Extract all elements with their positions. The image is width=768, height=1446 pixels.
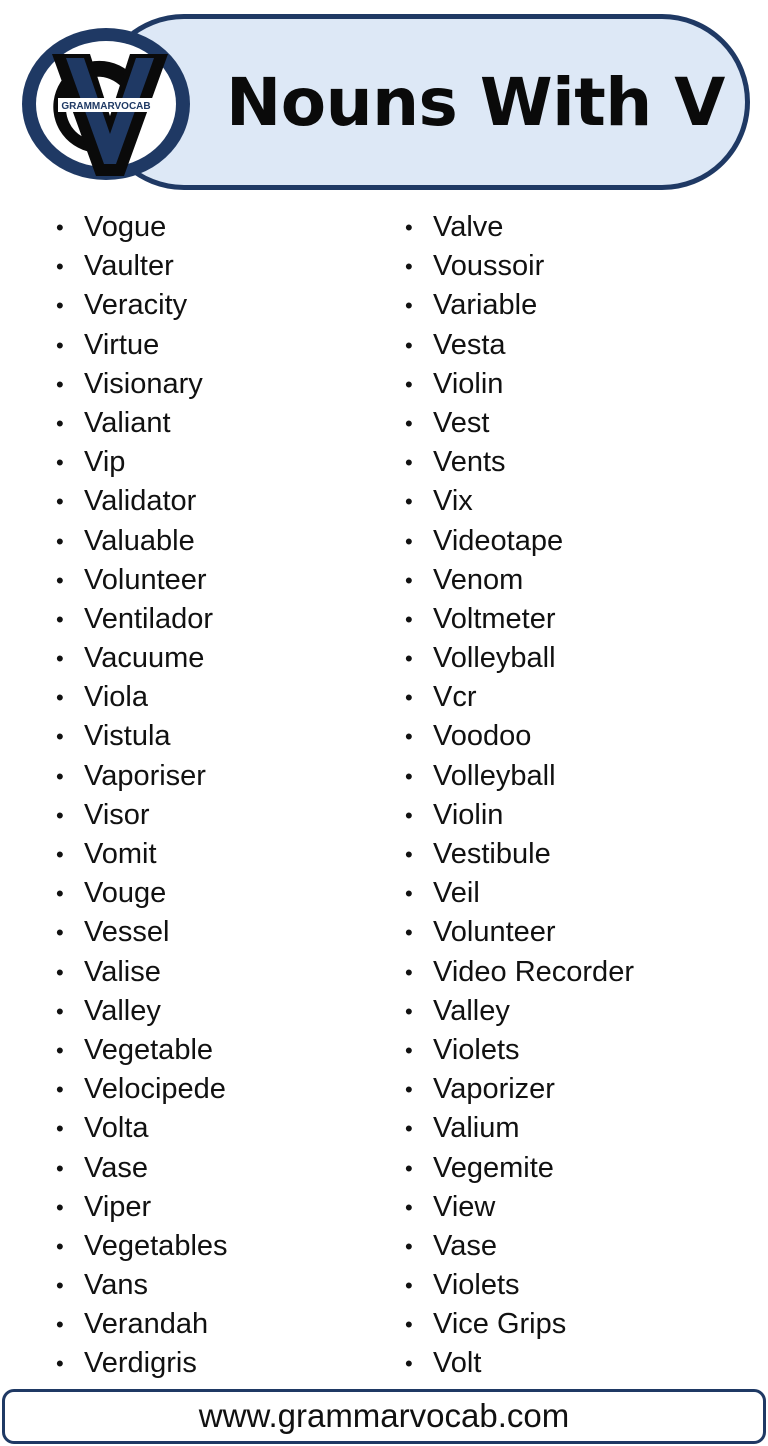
word: Verandah (84, 1308, 209, 1341)
list-item (56, 1266, 228, 1305)
word: Vans (84, 1269, 148, 1302)
list-item (56, 286, 228, 325)
bullet-icon: • (405, 371, 413, 397)
list-item (56, 247, 228, 286)
word: Valley (84, 994, 161, 1027)
bullet-icon: • (405, 685, 413, 711)
list-item (405, 1305, 634, 1344)
list-item (56, 208, 228, 247)
page-title: Nouns With V (226, 64, 725, 141)
bullet-icon: • (56, 528, 64, 554)
bullet-icon: • (56, 685, 64, 711)
bullet-icon: • (405, 528, 413, 554)
list-item (405, 1031, 634, 1070)
list-item (56, 678, 228, 717)
word: Vegetables (84, 1229, 228, 1262)
list-item (405, 365, 634, 404)
left-column (56, 208, 228, 1384)
word: View (433, 1190, 496, 1223)
word: Vaulter (84, 250, 174, 283)
bullet-icon: • (56, 567, 64, 593)
list-item (56, 835, 228, 874)
bullet-icon: • (56, 881, 64, 907)
word: Velocipede (84, 1073, 226, 1106)
bullet-icon: • (405, 293, 413, 319)
word: Vase (433, 1229, 497, 1262)
list-item (405, 796, 634, 835)
list-item (56, 1227, 228, 1266)
bullet-icon: • (405, 567, 413, 593)
word: Valley (433, 994, 510, 1027)
list-item (56, 1149, 228, 1188)
list-item (405, 404, 634, 443)
word: Valiant (84, 406, 171, 439)
word: Vomit (84, 838, 157, 870)
bullet-icon: • (405, 1273, 413, 1299)
bullet-icon: • (56, 998, 64, 1024)
word: Valium (433, 1112, 520, 1145)
list-item (405, 286, 634, 325)
list-item (405, 678, 634, 717)
list-item (56, 1070, 228, 1109)
bullet-icon: • (405, 998, 413, 1024)
word: Vogue (84, 211, 167, 243)
word: Valise (84, 955, 161, 988)
word: Vaporiser (84, 759, 206, 792)
word: Violets (433, 1033, 520, 1066)
list-item (405, 1344, 634, 1383)
bullet-icon: • (56, 1077, 64, 1103)
list-item (56, 1344, 228, 1383)
bullet-icon: • (405, 606, 413, 632)
bullet-icon: • (405, 646, 413, 672)
word-list (0, 208, 768, 1384)
list-item (405, 1149, 634, 1188)
list-item (56, 326, 228, 365)
list-item (405, 992, 634, 1031)
list-item (405, 757, 634, 796)
word: Violin (433, 798, 504, 831)
bullet-icon: • (405, 215, 413, 240)
bullet-icon: • (405, 1194, 413, 1220)
list-item (56, 796, 228, 835)
bullet-icon: • (56, 254, 64, 280)
word: Vesta (433, 328, 506, 361)
word: Validator (84, 485, 197, 518)
bullet-icon: • (56, 1155, 64, 1181)
word: Videotape (433, 524, 564, 557)
bullet-icon: • (56, 959, 64, 985)
list-item (405, 443, 634, 482)
bullet-icon: • (56, 450, 64, 476)
word: Vegemite (433, 1151, 554, 1184)
bullet-icon: • (405, 1312, 413, 1338)
word: Volleyball (433, 642, 556, 675)
bullet-icon: • (56, 1273, 64, 1299)
list-item (56, 992, 228, 1031)
footer-url: www.grammarvocab.com (2, 1389, 766, 1444)
word: Violin (433, 367, 504, 400)
word: Vcr (433, 681, 477, 714)
bullet-icon: • (405, 802, 413, 828)
word: Visionary (84, 367, 203, 400)
bullet-icon: • (56, 920, 64, 946)
bullet-icon: • (56, 410, 64, 436)
list-item (56, 482, 228, 521)
word: Veracity (84, 289, 188, 322)
bullet-icon: • (56, 371, 64, 397)
list-item (405, 561, 634, 600)
word: Venom (433, 563, 524, 596)
word: Vegetable (84, 1033, 214, 1066)
word: Vouge (84, 877, 167, 910)
word: Vessel (84, 916, 170, 949)
list-item (405, 1266, 634, 1305)
list-item (405, 1188, 634, 1227)
bullet-icon: • (405, 332, 413, 358)
bullet-icon: • (56, 802, 64, 828)
bullet-icon: • (405, 1155, 413, 1181)
bullet-icon: • (405, 1077, 413, 1103)
word: Valve (433, 211, 504, 243)
list-item (56, 365, 228, 404)
word: Volt (433, 1347, 482, 1380)
bullet-icon: • (405, 842, 413, 867)
word: Vestibule (433, 838, 551, 870)
list-item (56, 953, 228, 992)
bullet-icon: • (56, 1037, 64, 1063)
bullet-icon: • (405, 1037, 413, 1063)
bullet-icon: • (56, 293, 64, 319)
list-item (56, 717, 228, 756)
bullet-icon: • (56, 646, 64, 672)
list-item (56, 1109, 228, 1148)
list-item (56, 913, 228, 952)
bullet-icon: • (56, 763, 64, 789)
bullet-icon: • (56, 1194, 64, 1220)
word: Vest (433, 406, 490, 439)
word: Voodoo (433, 720, 532, 753)
bullet-icon: • (56, 1312, 64, 1338)
word: Vix (433, 485, 473, 518)
word: Voussoir (433, 250, 545, 283)
bullet-icon: • (56, 842, 64, 867)
logo-text: GRAMMARVOCAB (61, 101, 151, 112)
bullet-icon: • (405, 1351, 413, 1377)
bullet-icon: • (56, 724, 64, 750)
gv-logo-icon (18, 24, 194, 184)
list-item (56, 874, 228, 913)
list-item (405, 247, 634, 286)
bullet-icon: • (56, 489, 64, 515)
bullet-icon: • (405, 489, 413, 515)
list-item (405, 208, 634, 247)
word: Violets (433, 1269, 520, 1302)
word: Vice Grips (433, 1308, 567, 1341)
bullet-icon: • (56, 1116, 64, 1142)
right-column (405, 208, 634, 1384)
word: Volunteer (84, 563, 207, 596)
list-item (405, 1227, 634, 1266)
word: Veil (433, 877, 480, 910)
bullet-icon: • (56, 1351, 64, 1377)
word: Vacuume (84, 642, 205, 675)
list-item (56, 1305, 228, 1344)
list-item (56, 1188, 228, 1227)
word: Voltmeter (433, 602, 556, 635)
bullet-icon: • (56, 215, 64, 240)
word: Valuable (84, 524, 195, 557)
list-item (405, 1109, 634, 1148)
word: Virtue (84, 328, 160, 361)
list-item (56, 757, 228, 796)
bullet-icon: • (56, 606, 64, 632)
list-item (405, 874, 634, 913)
list-item (405, 913, 634, 952)
word: Video Recorder (433, 955, 634, 988)
word: Verdigris (84, 1347, 197, 1380)
word: Viola (84, 681, 148, 714)
bullet-icon: • (405, 959, 413, 985)
list-item (56, 443, 228, 482)
list-item (405, 953, 634, 992)
list-item (405, 522, 634, 561)
list-item (56, 600, 228, 639)
bullet-icon: • (405, 1116, 413, 1142)
word: Vistula (84, 720, 171, 753)
list-item (56, 404, 228, 443)
word: Vase (84, 1151, 148, 1184)
bullet-icon: • (405, 254, 413, 280)
word: Vaporizer (433, 1073, 555, 1106)
word: Volleyball (433, 759, 556, 792)
word: Variable (433, 289, 538, 322)
bullet-icon: • (405, 410, 413, 436)
word: Volunteer (433, 916, 556, 949)
bullet-icon: • (405, 920, 413, 946)
list-item (405, 717, 634, 756)
word: Vip (84, 446, 126, 479)
word: Volta (84, 1112, 149, 1145)
word: Visor (84, 798, 150, 831)
bullet-icon: • (56, 332, 64, 358)
list-item (405, 326, 634, 365)
bullet-icon: • (405, 724, 413, 750)
list-item (56, 639, 228, 678)
bullet-icon: • (405, 881, 413, 907)
list-item (405, 600, 634, 639)
bullet-icon: • (405, 1233, 413, 1259)
list-item (56, 1031, 228, 1070)
bullet-icon: • (56, 1233, 64, 1259)
list-item (56, 522, 228, 561)
list-item (405, 639, 634, 678)
list-item (56, 561, 228, 600)
word: Viper (84, 1190, 152, 1223)
bullet-icon: • (405, 450, 413, 476)
list-item (405, 835, 634, 874)
list-item (405, 1070, 634, 1109)
bullet-icon: • (405, 763, 413, 789)
word: Ventilador (84, 602, 213, 635)
list-item (405, 482, 634, 521)
word: Vents (433, 446, 506, 479)
